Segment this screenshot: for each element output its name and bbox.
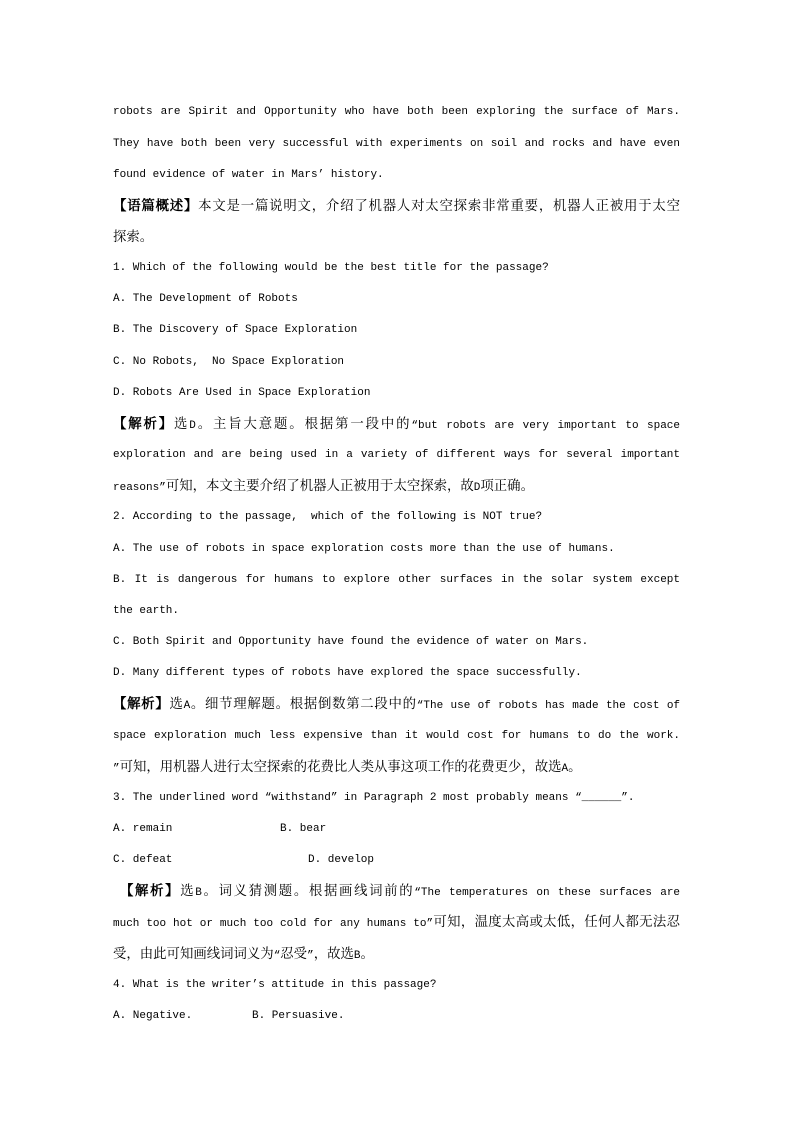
- option-b: B. Persuasive.: [252, 1009, 345, 1022]
- question-stem: 3. The underlined word “withstand” in Paragraph 2 most probably means “______”.: [113, 791, 635, 804]
- passage-line: They have both been very successful with experiments on soil and rocks and have even: [113, 137, 680, 150]
- question-stem: 2. According to the passage, which of the following is NOT true?: [113, 511, 543, 524]
- summary-text: 本文是一篇说明文，介绍了机器人对太空探索非常重要，机器人正被用于太空: [198, 198, 680, 214]
- question-4: [113, 970, 680, 1032]
- question-stem: 4. What is the writer’s attitude in this passage?: [113, 978, 437, 991]
- analysis-text: 选A。细节理解题。根据倒数第二段中的“The use of robots has made the cost of: [169, 697, 680, 713]
- passage-line: robots are Spirit and Opportunity who have both been exploring the surface of Mars.: [113, 106, 680, 119]
- analysis-label: 【解析】: [113, 696, 170, 713]
- option-b: B. bear: [280, 822, 327, 835]
- analysis-line: [113, 876, 680, 907]
- summary-label: 【语篇概述】: [113, 197, 199, 214]
- option-b-continued: the earth.: [113, 604, 180, 617]
- analysis-line: reasons”可知，本文主要介绍了机器人正被用于太空探索，故D项正确。: [113, 479, 534, 495]
- option-d: D. Robots Are Used in Space Exploration: [113, 386, 371, 399]
- option-a: A. Negative.: [113, 1009, 193, 1022]
- question-3: [113, 783, 680, 970]
- passage: [113, 97, 680, 190]
- option-b: B. The Discovery of Space Exploration: [113, 324, 358, 337]
- option-a: A. remain: [113, 822, 173, 835]
- question-1: [113, 253, 680, 502]
- page-body: [113, 97, 680, 1032]
- analysis-label: 【解析】: [113, 415, 175, 432]
- analysis-line: much too hot or much too cold for any humans to”可知，温度太高或太低，任何人都无法忍: [113, 915, 680, 931]
- option-row: [113, 1001, 680, 1032]
- question-stem: 1. Which of the following would be the best title for the passage?: [113, 262, 549, 275]
- option-d: D. Many different types of robots have explored the space successfully.: [113, 667, 582, 680]
- analysis-label: 【解析】: [120, 883, 181, 900]
- option-c: C. Both Spirit and Opportunity have found the evidence of water on Mars.: [113, 636, 589, 649]
- analysis-line: exploration and are being used in a variety of different ways for several important: [113, 449, 680, 462]
- option-row: [113, 814, 680, 845]
- summary-line: 探索。: [113, 230, 154, 246]
- passage-line: found evidence of water in Mars’ history.: [113, 168, 384, 181]
- analysis-text: 选B。词义猜测题。根据画线词前的“The temperatures on these surfaces are: [180, 884, 680, 900]
- option-row: [113, 845, 680, 876]
- analysis-text: 选D。主旨大意题。根据第一段中的“but robots are very important to space: [174, 416, 680, 432]
- analysis-line: 受，由此可知画线词词义为“忍受”，故选B。: [113, 946, 374, 962]
- summary: [113, 191, 680, 253]
- analysis-line: [113, 409, 680, 440]
- analysis-line: [113, 689, 680, 720]
- question-2: [113, 502, 680, 782]
- analysis-line: ”可知，用机器人进行太空探索的花费比人类从事这项工作的花费更少，故选A。: [113, 759, 582, 775]
- option-b: B. It is dangerous for humans to explore other surfaces in the solar system except: [113, 573, 680, 586]
- option-a: A. The use of robots in space exploration costs more than the use of humans.: [113, 542, 615, 555]
- option-c: C. defeat: [113, 854, 173, 867]
- analysis-line: space exploration much less expensive than it would cost for humans to do the work.: [113, 729, 680, 742]
- option-c: C. No Robots, No Space Exploration: [113, 355, 345, 368]
- summary-line: [113, 191, 680, 222]
- option-d: D. develop: [308, 854, 375, 867]
- option-a: A. The Development of Robots: [113, 293, 298, 306]
